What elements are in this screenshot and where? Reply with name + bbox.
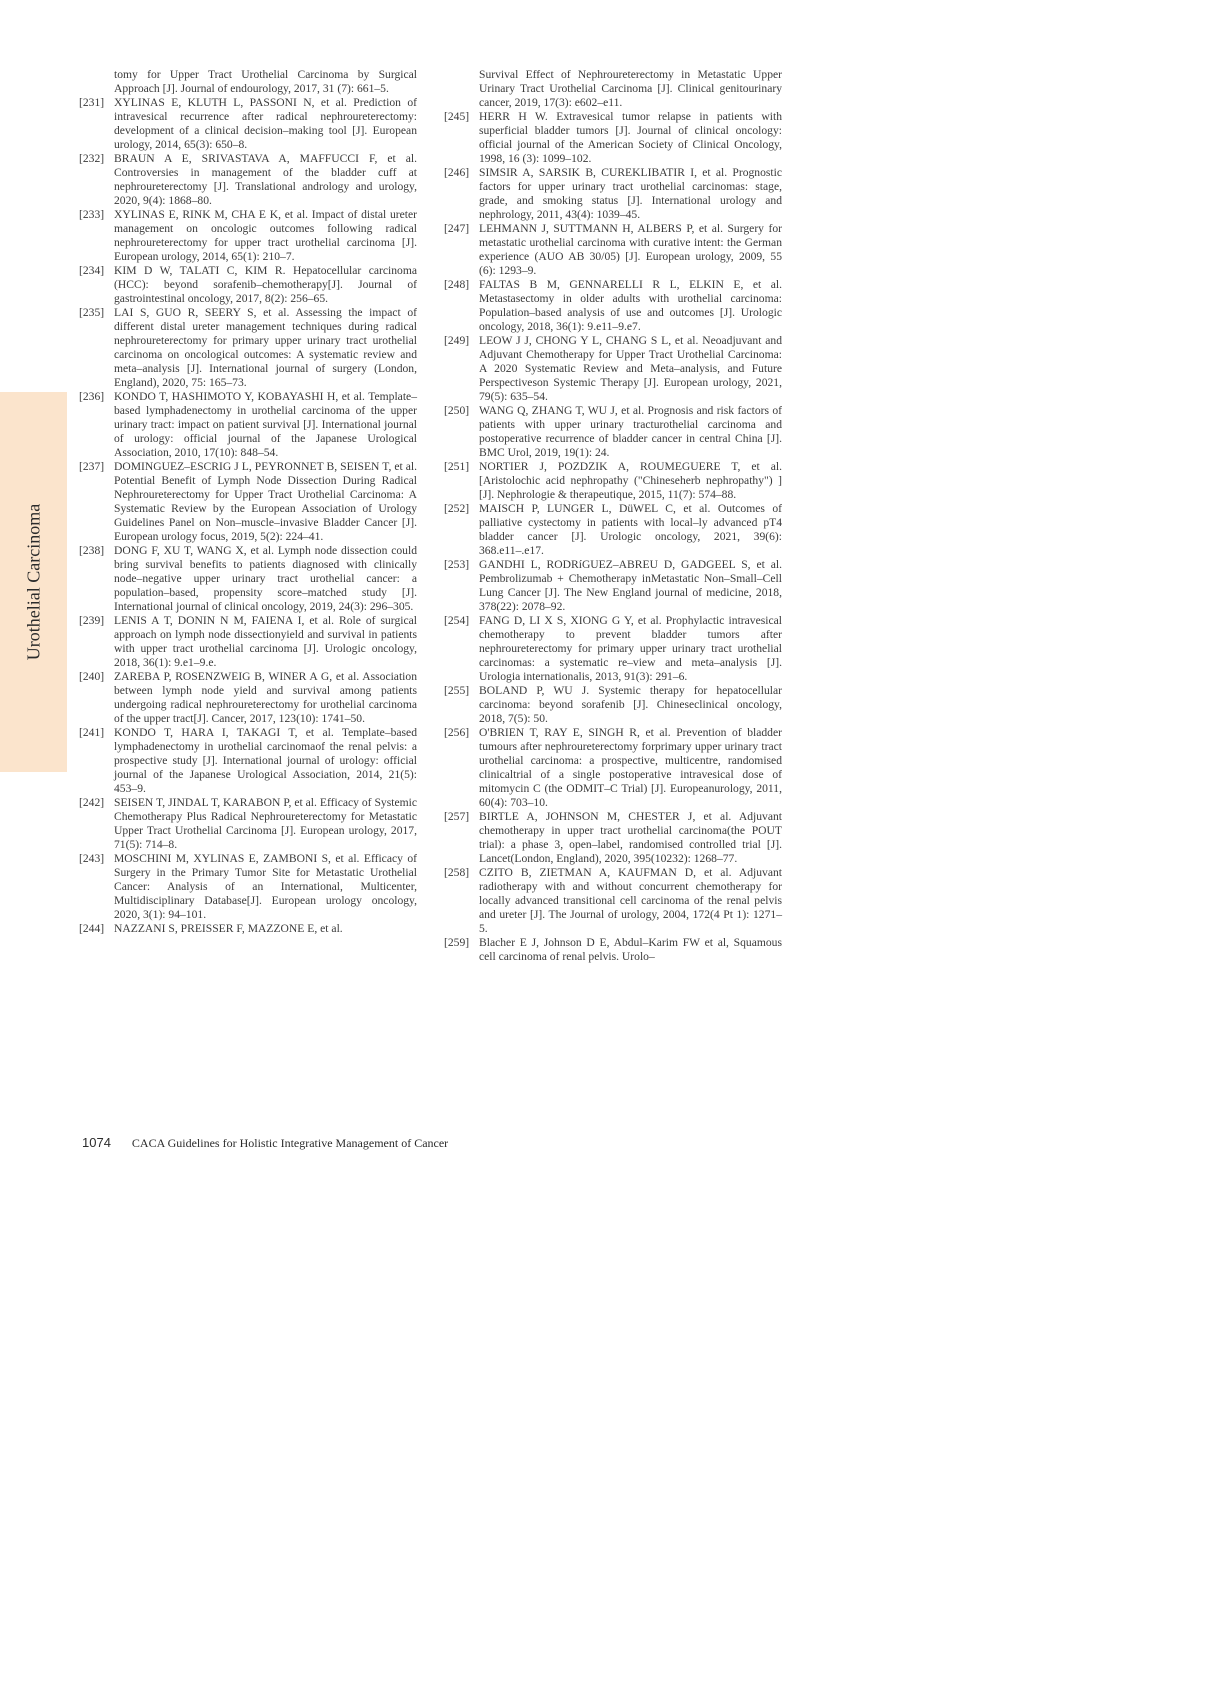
reference-item bbox=[444, 866, 782, 936]
reference-column-right bbox=[444, 68, 782, 964]
reference-item bbox=[79, 670, 417, 726]
reference-item bbox=[79, 922, 417, 936]
reference-item bbox=[79, 460, 417, 544]
page-footer bbox=[82, 1135, 448, 1151]
reference-item bbox=[79, 152, 417, 208]
reference-number: [239] bbox=[79, 614, 105, 627]
reference-text: KONDO T, HARA I, TAKAGI T, et al. Template–based lymphadenectomy in urothelial carcinomaof the renal pelvis: a prospective study [J]. International journal of urology: official journal of the Japanese Urological Association, 2014, 21(5): 453–9. bbox=[114, 726, 417, 795]
reference-item bbox=[444, 404, 782, 460]
reference-item bbox=[444, 558, 782, 614]
reference-text: LEHMANN J, SUTTMANN H, ALBERS P, et al. Surgery for metastatic urothelial carcinoma with curative intent: the German experience (AUO AB 30/05) [J]. European urology, 2009, 55 (6): 1293–9. bbox=[479, 222, 782, 277]
reference-text: KONDO T, HASHIMOTO Y, KOBAYASHI H, et al. Template–based lymphadenectomy in urothelial carcinoma of the upper urinary tract: impact on patient survival [J]. International journal of urology: official journal of the Japanese Urological Association, 2010, 17(10): 848–54. bbox=[114, 390, 417, 459]
reference-text: SEISEN T, JINDAL T, KARABON P, et al. Efficacy of Systemic Chemotherapy Plus Radical Nephroureterectomy for Metastatic Upper Tract Urothelial Carcinoma [J]. European urology, 2017, 71(5): 714–8. bbox=[114, 796, 417, 851]
reference-number: [255] bbox=[444, 684, 470, 697]
reference-text: XYLINAS E, RINK M, CHA E K, et al. Impact of distal ureter management on oncologic outcomes following radical nephroureterectomy for upper tract urothelial carcinoma [J]. European urology, 2014, 65(1): 210–7. bbox=[114, 208, 417, 263]
reference-number: [250] bbox=[444, 404, 470, 417]
reference-text: ZAREBA P, ROSENZWEIG B, WINER A G, et al. Association between lymph node yield and survival among patients undergoing radical nephroureterectomy for urothelial carcinoma of the upper tract[J]. Cancer, 2017, 123(10): 1741–50. bbox=[114, 670, 417, 725]
reference-item bbox=[444, 166, 782, 222]
reference-text: NORTIER J, POZDZIK A, ROUMEGUERE T, et al. [Aristolochic acid nephropathy ("Chineseherb nephropathy") ] [J]. Nephrologie & therapeutique, 2015, 11(7): 574–88. bbox=[479, 460, 782, 501]
reference-continuation: tomy for Upper Tract Urothelial Carcinoma by Surgical Approach [J]. Journal of endourology, 2017, 31 (7): 661–5. bbox=[114, 68, 417, 95]
reference-number: [240] bbox=[79, 670, 105, 683]
reference-number: [259] bbox=[444, 936, 470, 949]
side-section-tab bbox=[0, 392, 67, 772]
reference-text: FANG D, LI X S, XIONG G Y, et al. Prophylactic intravesical chemotherapy to prevent bladder tumors after nephroureterectomy for primary upper urinary tract urothelial carcinomas: a systematic re–view and meta–analysis [J]. Urologia internationalis, 2013, 91(3): 291–6. bbox=[479, 614, 782, 683]
reference-number: [243] bbox=[79, 852, 105, 865]
reference-item bbox=[444, 614, 782, 684]
reference-text: BOLAND P, WU J. Systemic therapy for hepatocellular carcinoma: beyond sorafenib [J]. Chineseclinical oncology, 2018, 7(5): 50. bbox=[479, 684, 782, 725]
reference-item bbox=[444, 460, 782, 502]
reference-number: [236] bbox=[79, 390, 105, 403]
reference-number: [237] bbox=[79, 460, 105, 473]
reference-number: [251] bbox=[444, 460, 470, 473]
reference-item bbox=[444, 110, 782, 166]
reference-text: XYLINAS E, KLUTH L, PASSONI N, et al. Prediction of intravesical recurrence after radical nephroureterectomy: development of a clinical decision–making tool [J]. European urology, 2014, 65(3): 650–8. bbox=[114, 96, 417, 151]
reference-text: DONG F, XU T, WANG X, et al. Lymph node dissection could bring survival benefits to patients diagnosed with clinically node–negative upper urinary tract urothelial cancer: a population–based, propensity score–matched study [J]. International journal of clinical oncology, 2019, 24(3): 296–305. bbox=[114, 544, 417, 613]
reference-number: [258] bbox=[444, 866, 470, 879]
reference-text: NAZZANI S, PREISSER F, MAZZONE E, et al. bbox=[114, 922, 343, 935]
reference-number: [247] bbox=[444, 222, 470, 235]
reference-text: SIMSIR A, SARSIK B, CUREKLIBATIR I, et al. Prognostic factors for upper urinary tract urothelial carcinomas: stage, grade, and smoking status [J]. International urology and nephrology, 2011, 43(4): 1039–45. bbox=[479, 166, 782, 221]
reference-item bbox=[444, 684, 782, 726]
reference-list-right bbox=[444, 110, 782, 964]
reference-number: [231] bbox=[79, 96, 105, 109]
reference-text: HERR H W. Extravesical tumor relapse in patients with superficial bladder tumors [J]. Journal of clinical oncology: official journal of the American Society of Clinical Oncology, 1998, 16 (3): 1099–102. bbox=[479, 110, 782, 165]
reference-text: CZITO B, ZIETMAN A, KAUFMAN D, et al. Adjuvant radiotherapy with and without concurrent chemotherapy for locally advanced transitional cell carcinoma of the renal pelvis and ureter [J]. The Journal of urology, 2004, 172(4 Pt 1): 1271–5. bbox=[479, 866, 782, 935]
reference-number: [257] bbox=[444, 810, 470, 823]
reference-item bbox=[79, 96, 417, 152]
reference-number: [254] bbox=[444, 614, 470, 627]
reference-item bbox=[444, 222, 782, 278]
reference-text: KIM D W, TALATI C, KIM R. Hepatocellular carcinoma (HCC): beyond sorafenib–chemotherapy[J]. Journal of gastrointestinal oncology, 2017, 8(2): 256–65. bbox=[114, 264, 417, 305]
reference-number: [232] bbox=[79, 152, 105, 165]
reference-item bbox=[79, 852, 417, 922]
reference-number: [248] bbox=[444, 278, 470, 291]
reference-item bbox=[444, 334, 782, 404]
reference-number: [242] bbox=[79, 796, 105, 809]
footer-title: CACA Guidelines for Holistic Integrative Management of Cancer bbox=[131, 1136, 449, 1150]
reference-number: [238] bbox=[79, 544, 105, 557]
reference-text: FALTAS B M, GENNARELLI R L, ELKIN E, et al. Metastasectomy in older adults with urothelial carcinoma: Population–based analysis of use and outcomes [J]. Urologic oncology, 2018, 36(1): 9.e11–9.e7. bbox=[479, 278, 782, 333]
reference-item bbox=[79, 208, 417, 264]
reference-number: [235] bbox=[79, 306, 105, 319]
reference-number: [252] bbox=[444, 502, 470, 515]
reference-text: BIRTLE A, JOHNSON M, CHESTER J, et al. Adjuvant chemotherapy in upper tract urothelial carcinoma(the POUT trial): a phase 3, open–label, randomised controlled trial [J]. Lancet(London, England), 2020, 395(10232): 1268–77. bbox=[479, 810, 782, 865]
reference-text: LAI S, GUO R, SEERY S, et al. Assessing the impact of different distal ureter management techniques during radical nephroureterectomy for primary upper urinary tract urothelial carcinoma on oncological outcomes: A systematic review and meta–analysis [J]. International journal of surgery (London, England), 2020, 75: 165–73. bbox=[114, 306, 417, 389]
reference-number: [246] bbox=[444, 166, 470, 179]
reference-number: [249] bbox=[444, 334, 470, 347]
side-section-label: Urothelial Carcinoma bbox=[23, 503, 43, 661]
reference-text: GANDHI L, RODRíGUEZ–ABREU D, GADGEEL S, et al. Pembrolizumab + Chemotherapy inMetastatic Non–Small–Cell Lung Cancer [J]. The New England journal of medicine, 2018, 378(22): 2078–92. bbox=[479, 558, 782, 613]
reference-item bbox=[444, 502, 782, 558]
reference-number: [253] bbox=[444, 558, 470, 571]
reference-column-left bbox=[79, 68, 417, 936]
reference-item bbox=[79, 306, 417, 390]
reference-item bbox=[444, 936, 782, 964]
reference-number: [244] bbox=[79, 922, 105, 935]
reference-text: DOMINGUEZ–ESCRIG J L, PEYRONNET B, SEISEN T, et al. Potential Benefit of Lymph Node Dissection During Radical Nephroureterectomy for Upper Tract Urothelial Carcinoma: A Systematic Review by the European Association of Urology Guidelines Panel on Non–muscle–invasive Bladder Cancer [J]. European urology focus, 2019, 5(2): 224–41. bbox=[114, 460, 417, 543]
reference-item bbox=[79, 726, 417, 796]
reference-text: LEOW J J, CHONG Y L, CHANG S L, et al. Neoadjuvant and Adjuvant Chemotherapy for Upper Tract Urothelial Carcinoma: A 2020 Systematic Review and Meta–analysis, and Future Perspectiveson Systemic Therapy [J]. European urology, 2021, 79(5): 635–54. bbox=[479, 334, 782, 403]
reference-number: [234] bbox=[79, 264, 105, 277]
reference-number: [256] bbox=[444, 726, 470, 739]
reference-number: [245] bbox=[444, 110, 470, 123]
reference-list-left bbox=[79, 96, 417, 936]
reference-item bbox=[444, 726, 782, 810]
page-number: 1074 bbox=[82, 1135, 111, 1150]
reference-text: LENIS A T, DONIN N M, FAIENA I, et al. Role of surgical approach on lymph node dissectionyield and survival in patients with upper tract urothelial carcinoma [J]. Urologic oncology, 2018, 36(1): 9.e1–9.e. bbox=[114, 614, 417, 669]
reference-item bbox=[444, 278, 782, 334]
reference-text: WANG Q, ZHANG T, WU J, et al. Prognosis and risk factors of patients with upper urinary tracturothelial carcinoma and postoperative recurrence of bladder cancer in central China [J]. BMC Urol, 2019, 19(1): 24. bbox=[479, 404, 782, 459]
reference-item bbox=[79, 544, 417, 614]
reference-text: MOSCHINI M, XYLINAS E, ZAMBONI S, et al. Efficacy of Surgery in the Primary Tumor Site for Metastatic Urothelial Cancer: Analysis of an International, Multicenter, Multidisciplinary Database[J]. European urology oncology, 2020, 3(1): 94–101. bbox=[114, 852, 417, 921]
reference-text: MAISCH P, LUNGER L, DüWEL C, et al. Outcomes of palliative cystectomy in patients with local–ly advanced pT4 bladder cancer [J]. Urologic oncology, 2021, 39(6): 368.e11–.e17. bbox=[479, 502, 782, 557]
reference-item bbox=[79, 390, 417, 460]
reference-text: Blacher E J, Johnson D E, Abdul–Karim FW et al, Squamous cell carcinoma of renal pelvis. Urolo– bbox=[479, 936, 782, 963]
reference-number: [241] bbox=[79, 726, 105, 739]
reference-text: BRAUN A E, SRIVASTAVA A, MAFFUCCI F, et al. Controversies in management of the bladder cuff at nephroureterectomy [J]. Translational andrology and urology, 2020, 9(4): 1868–80. bbox=[114, 152, 417, 207]
reference-item bbox=[79, 264, 417, 306]
reference-item bbox=[79, 796, 417, 852]
reference-item bbox=[79, 614, 417, 670]
reference-item bbox=[444, 810, 782, 866]
reference-text: O'BRIEN T, RAY E, SINGH R, et al. Prevention of bladder tumours after nephroureterectomy forprimary upper urinary tract urothelial carcinoma: a prospective, multicentre, randomised clinicaltrial of a single postoperative intravesical dose of mitomycin C (the ODMIT–C Trial) [J]. Europeanurology, 2011, 60(4): 703–10. bbox=[479, 726, 782, 809]
reference-number: [233] bbox=[79, 208, 105, 221]
reference-continuation: Survival Effect of Nephroureterectomy in Metastatic Upper Urinary Tract Urothelial Carcinoma [J]. Clinical genitourinary cancer, 2019, 17(3): e602–e11. bbox=[479, 68, 782, 109]
